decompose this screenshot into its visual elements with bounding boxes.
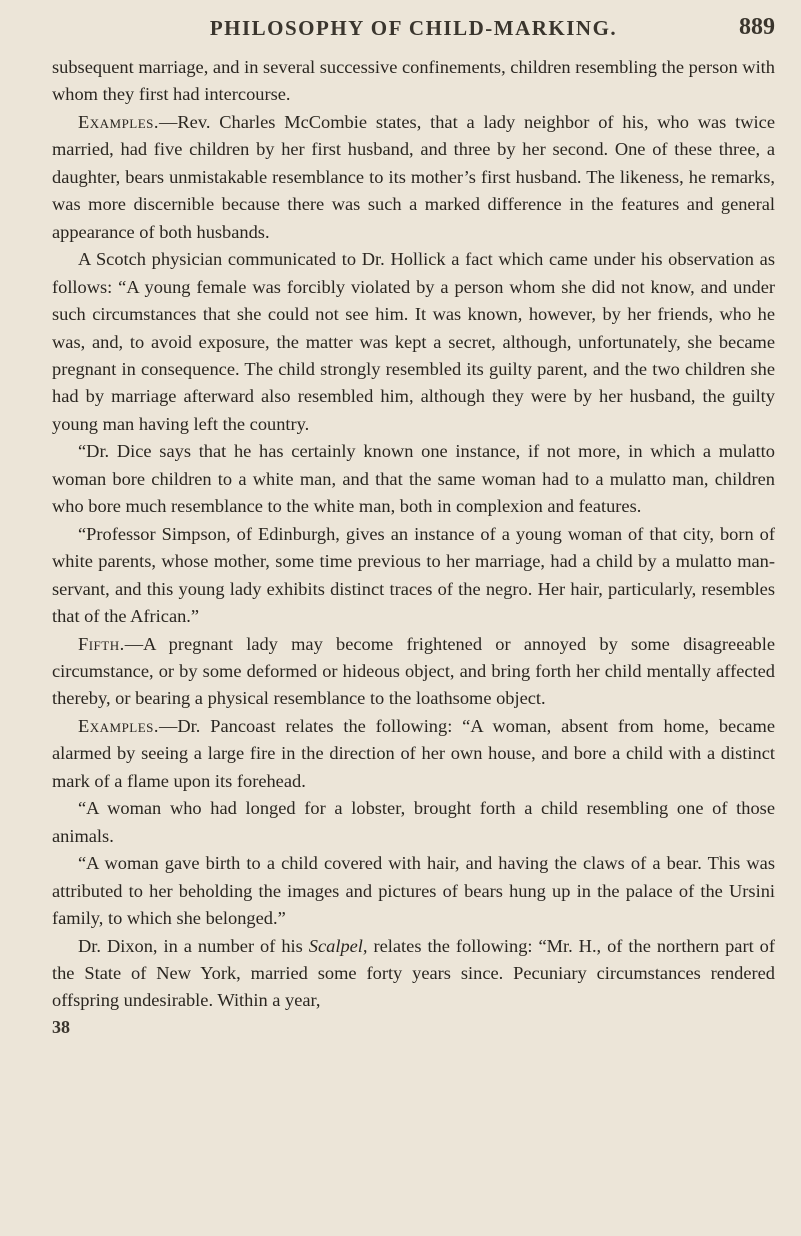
paragraph-text: A Scotch physician communicated to Dr. Hollick a fact which came under his observation as follows: “A young female was forcibly violated by a person whom she did not know, and under such circumstances that she could not see him. It was known, however, by her friends, who he was, and, to avoid exposure, the matter was kept a secret, although, unfortunately, she became pregnant in consequence. The child strongly resembled its guilty parent, and the two children she had by marriage afterward also resembled him, although they were by her husband, the guilty young man having left the country. [52,249,775,434]
paragraph-text: subsequent marriage, and in several successive confinements, children resembling the person with whom they first had intercourse. [52,57,775,105]
paragraph-lead: Examples. [78,715,160,736]
signature-mark: 38 [52,1016,70,1037]
paragraph-text: “Dr. Dice says that he has certainly known one instance, if not more, in which a mulatto woman bore children to a white man, and that the same woman had to a mulatto man, children who bore much resemblance to the white man, both in complexion and features. [52,441,775,517]
book-page [0,16,801,1236]
body-text [52,54,775,1015]
paragraph [52,850,775,932]
paragraph-lead: Examples. [78,111,160,132]
paragraph [52,54,775,109]
paragraph [52,109,775,246]
paragraph [52,795,775,850]
paragraph-text: relates the following: “Mr. H., of the northern part of the State of New York, married some forty years since. Pecuniary circumstances rendered offspring undesirable. Within a year, [52,935,775,1011]
paragraph [52,521,775,631]
paragraph-text: “A woman who had longed for a lobster, brought forth a child resembling one of those animals. [52,798,775,846]
paragraph-text: —Rev. Charles McCombie states, that a lady neighbor of his, who was twice married, had five children by her first husband, and three by her second. One of these three, a daughter, bears unmistakable resemblance to its mother’s first husband. The likeness, he remarks, was more discernible because there was such a marked difference in the features and general appearance of both husbands. [52,111,775,242]
paragraph [52,438,775,520]
paragraph-lead: Fifth. [78,633,125,654]
paragraph [52,246,775,438]
paragraph-text-before: Dr. Dixon, in a number of his [78,935,309,956]
page-header [52,16,775,54]
paragraph-text: —A pregnant lady may become frightened or annoyed by some disagreeable circumstance, or by some deformed or hideous object, and bring forth her child mentally affected thereby, or bearing a physical resemblance to the loathsome object. [52,633,775,709]
running-head: PHILOSOPHY OF CHILD-MARKING. [209,16,618,40]
paragraph [52,933,775,1015]
paragraph-text: —Dr. Pancoast relates the following: “A woman, absent from home, became alarmed by seeing a large fire in the direction of her own house, and bore a child with a distinct mark of a flame upon its forehead. [52,715,775,791]
italic-title: Scalpel, [308,935,368,956]
page-number: 889 [739,14,775,40]
paragraph [52,631,775,713]
paragraph-text: “Professor Simpson, of Edinburgh, gives an instance of a young woman of that city, born of white parents, whose mother, some time previous to her marriage, had a child by a mulatto man-servant, and this young lady exhibits distinct traces of the negro. Her hair, particularly, resembles that of the African.” [52,523,775,627]
paragraph [52,713,775,795]
paragraph-text: “A woman gave birth to a child covered with hair, and having the claws of a bear. This was attributed to her beholding the images and pictures of bears hung up in the palace of the Ursini family, to which she belonged.” [52,853,775,929]
